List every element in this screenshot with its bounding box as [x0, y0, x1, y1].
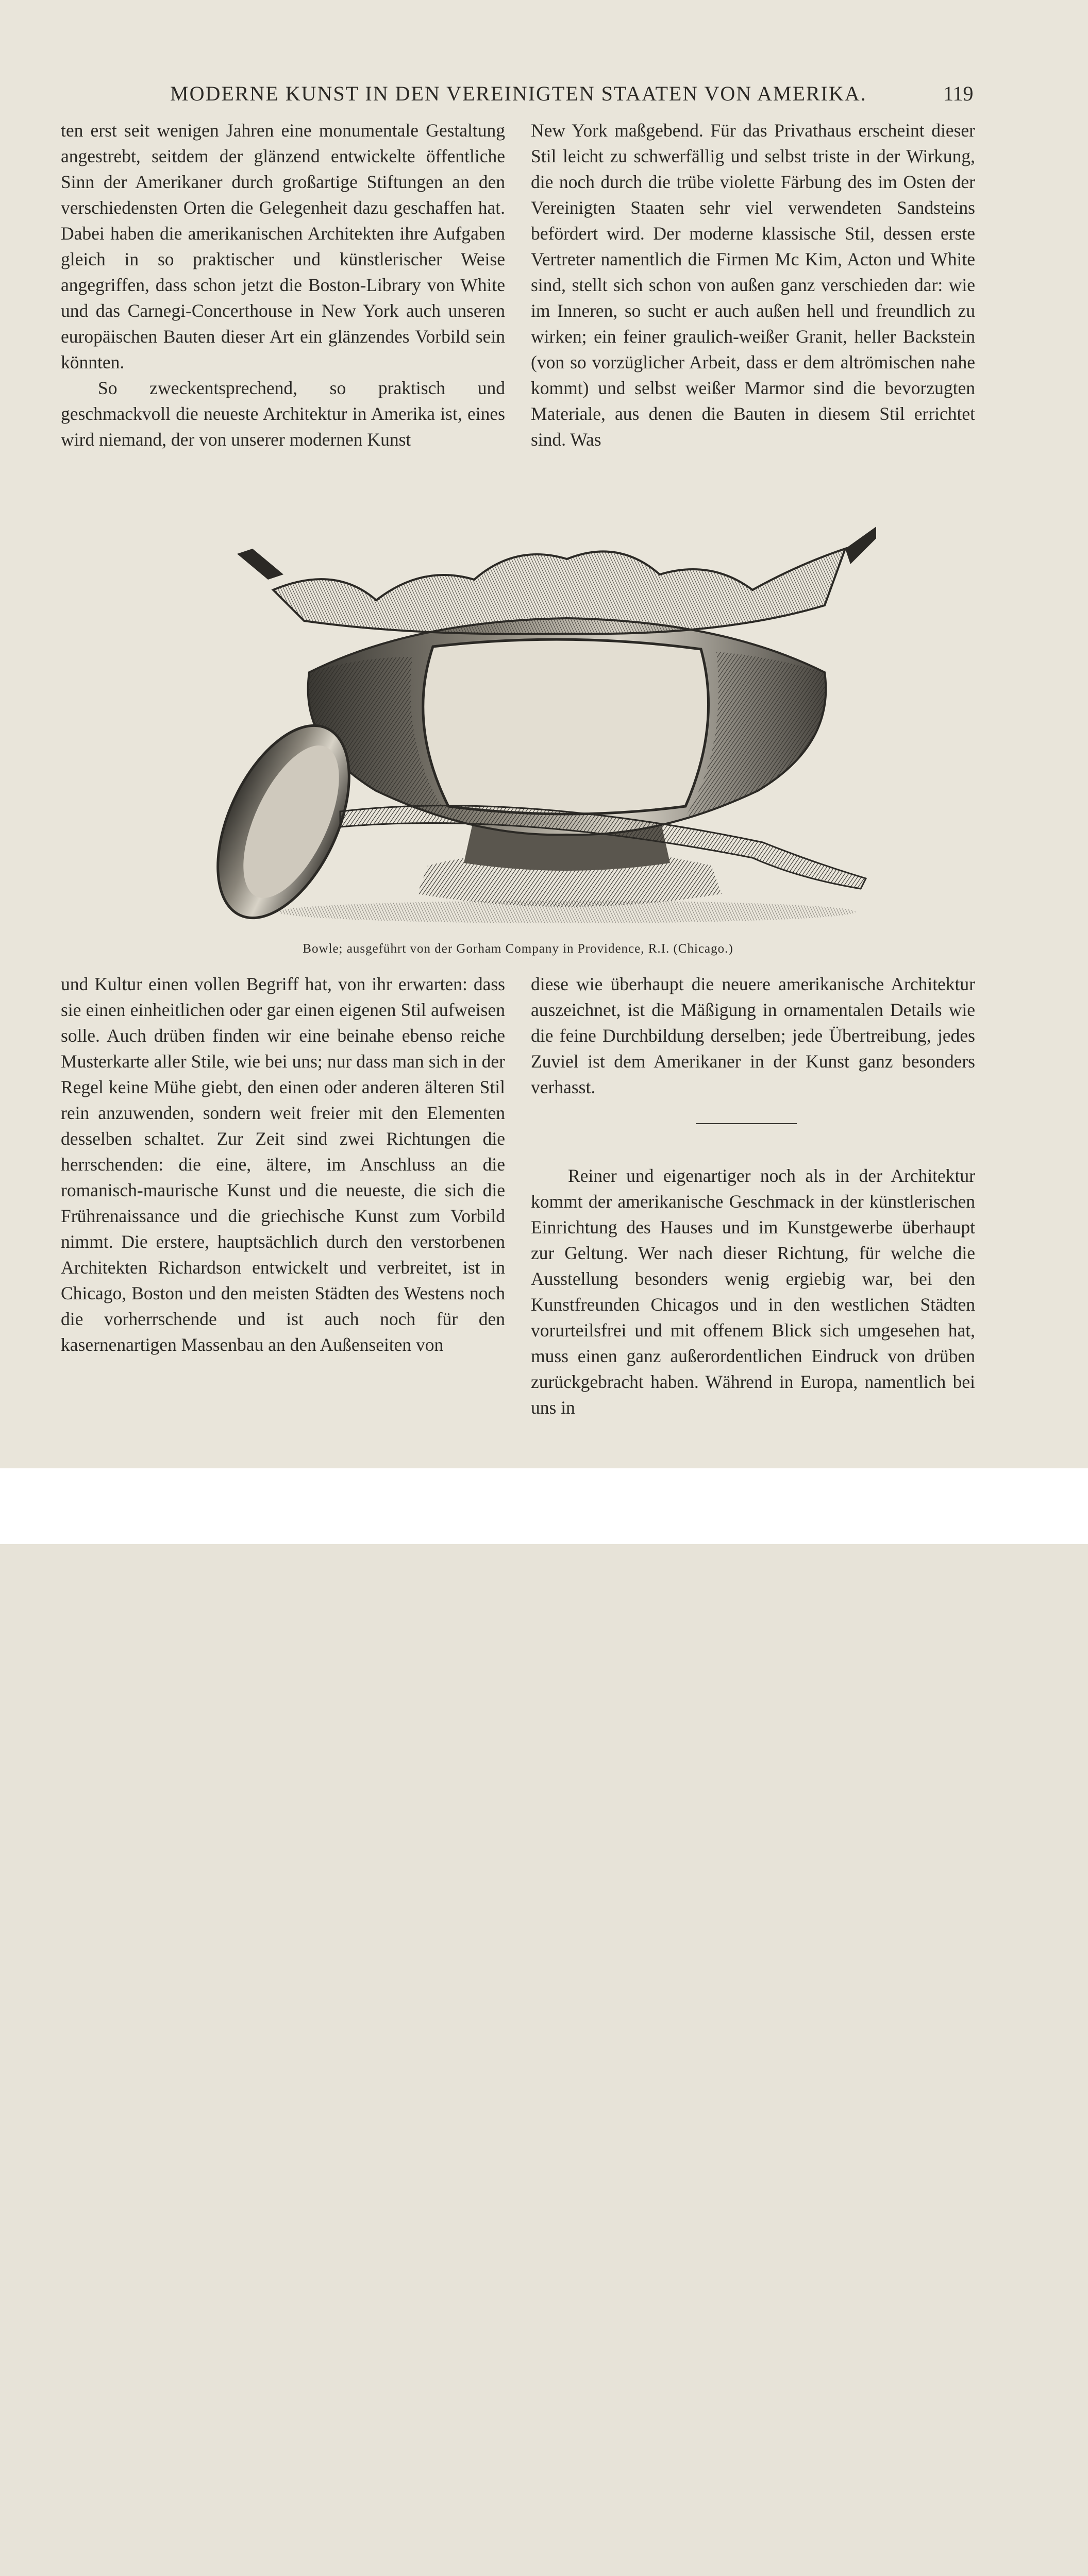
- digitization-footer: [0, 1468, 1088, 1544]
- paragraph: ten erst seit wenigen Jahren eine monumentale Gestaltung angestrebt, seitdem der glänzend entwickelte öffentliche Sinn der Amerikaner durch großartige Stiftungen an den verschiedensten Orten die Gelegenheit dazu geschaffen hat. Dabei haben die amerikanischen Architekten ihre Aufgaben gleich in so praktischer und künstlerischer Weise angegriffen, dass schon jetzt die Boston-Library von White und das Carnegi-Concerthouse in New York auch unseren europäischen Bauten dieser Art ein glänzendes Vorbild sein könnten.: [61, 120, 505, 372]
- punch-bowl-engraving: [206, 502, 876, 935]
- running-title: MODERNE KUNST IN DEN VEREINIGTEN STAATEN VON AMERIKA.: [170, 82, 867, 105]
- paragraph: Reiner und eigenartiger noch als in der Architektur kommt der amerikanische Geschmack in der künstlerischen Einrichtung des Hauses und im Kunstgewerbe überhaupt zur Geltung. Wer nach dieser Richtung, für welche die Ausstellung besonders wenig ergiebig war, bei den Kunstfreunden Chicagos und in den westlichen Städten vorurteilsfrei und mit offenem Blick sich umgesehen hat, muss einen ganz außerordentlichen Eindruck von drüben zurückgebracht haben. Während in Europa, namentlich bei uns in: [531, 1165, 975, 1418]
- text-column-top-right: [531, 117, 975, 452]
- text-column-bottom-left: [61, 971, 505, 1358]
- figure-caption: Bowle; ausgeführt von der Gorham Company in Providence, R.I. (Chicago.): [303, 942, 733, 956]
- paragraph: und Kultur einen vollen Begriff hat, von ihr erwarten: dass sie einen einheitlichen oder gar einen eigenen Stil aufweisen solle. Auch drüben finden wir eine beinahe ebenso reiche Musterkarte aller Stile, wie bei uns; nur dass man sich in der Regel keine Mühe giebt, den einen oder anderen älteren Stil rein anzuwenden, sondern weit freier mit den Elementen desselben schaltet. Zur Zeit sind zwei Richtungen die herrschenden: die eine, ältere, im Anschluss an die romanisch-maurische Kunst und die neueste, die sich die Frührenaissance und die griechische Kunst zum Vorbild nimmt. Die erstere, hauptsächlich durch den verstorbenen Architekten Richardson entwickelt und verbreitet, ist in Chicago, Boston und den meisten Städten des Westens noch die vorherrschende und ist auch noch für den kasernenartigen Massenbau an den Außenseiten von: [61, 974, 505, 1355]
- page-number: 119: [943, 82, 974, 105]
- paragraph: So zweckentsprechend, so praktisch und geschmackvoll die neueste Architektur in Amerika ist, eines wird niemand, der von unserer modernen Kunst: [61, 378, 505, 450]
- paragraph: New York maßgebend. Für das Privathaus erscheint dieser Stil leicht zu schwerfällig und selbst triste in der Wirkung, die noch durch die trübe violette Färbung des im Osten der Vereinigten Staaten sehr viel verwendeten Sandsteins befördert wird. Der moderne klassische Stil, dessen erste Vertreter namentlich die Firmen Mc Kim, Acton und White sind, stellt sich schon von außen ganz verschieden dar: wie im Inneren, so sucht er auch außen hell und freundlich zu wirken; ein feiner graulich-weißer Granit, heller Backstein (von so vorzüglicher Arbeit, dass er dem altrömischen nahe kommt) und selbst weißer Marmor sind die bevorzugten Materiale, aus denen die Bauten in diesem Stil errichtet sind. Was: [531, 120, 975, 450]
- text-column-bottom-right: [531, 971, 975, 1420]
- section-divider: [696, 1123, 797, 1124]
- text-column-top-left: [61, 117, 505, 452]
- paragraph: diese wie überhaupt die neuere amerikanische Architektur auszeichnet, ist die Mäßigung in ornamentalen Details wie die feine Durchbildung derselben; jede Übertreibung, jedes Zuviel ist dem Amerikaner in der Kunst ganz besonders verhasst.: [531, 974, 975, 1097]
